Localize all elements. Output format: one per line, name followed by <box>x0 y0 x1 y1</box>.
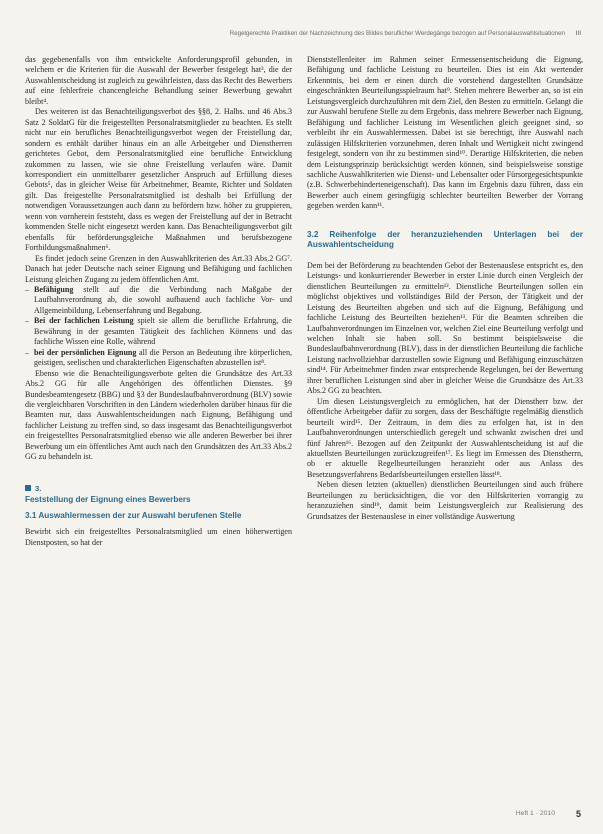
right-paragraph-4: Neben diesen letzten (aktuellen) dienstlichen Beurteilungen sind auch frühere Beurteilungen zu berücksichtigen, die vor den Hilfskriterien vorrangig zu heranzuziehen sind¹⁹, damit beim Leistungsvergleich zur Realisierung des Grundsatzes der Bestenauslese in einer vollständige Auswertung <box>307 480 583 521</box>
section-title: Feststellung der Eignung eines Bewerbers <box>25 494 191 504</box>
left-paragraph-3: Es findet jedoch seine Grenzen in den Auswahlkriterien des Art.33 Abs.2 GG⁷. Danach hat jeder Deutsche nach seiner Eignung und Befähigung und fachlichen Leistung gleichen Zugang zu jedem öffentlichen Amt. <box>25 253 292 284</box>
running-title: Regelgerechte Praktiken der Nachzeichnung des Bildes beruflicher Werdegänge bezogen auf Personalauswahlsituationen <box>229 30 565 37</box>
list-item: – Befähigung stellt auf die die Verbindung nach Maßgabe der Laufbahnverordnung ab, die sowohl aufbauend auch fachliche Vor- und Allgemeinbildung, Lebenserfahrung und Begabung. <box>25 284 292 315</box>
list-item: – Bei der fachlichen Leistung spielt sie allem die berufliche Erfahrung, die Bewährung in der gesamten Tätigkeit des fachlichen Könnens und das fachliche Wissen eine Rolle, während <box>25 316 292 347</box>
right-paragraph-1: Dienststellenleiter im Rahmen seiner Ermessensentscheidung die Eignung, Befähigung und fachliche Leistung zu beurteilen. Dies ist ein Akt wertender Erkenntnis, bei dem er einen durch die vorstehend dargestellten Grundsätze eingeschränkten Beurteilungsspielraum hat⁹. Stehen mehrere Bewerber an, so ist ein Leistungsvergleich durchzuführen mit dem Ziel, den Besten zu ermitteln. Gelangt die zur Auswahl berufene Stelle zu dem Ergebnis, dass mehrere Bewerber nach Eignung, Befähigung und fachlicher Leistung im Wesentlichen gleich geeignet sind, so verbleibt ihr ein Auswahlermessen. Dabei ist sie berechtigt, ihre Auswahl nach zulässigen Hilfskriterien vorzunehmen, deren Inhalt und Wertigkeit nicht zwingend festgelegt, sondern von ihr zu bestimmen sind¹⁰. Derartige Hilfskriterien, die neben dem Leistungsprinzip berücksichtigt werden können, sind beispielsweise sonstige sachliche Auswahlkriterien wie Dienst- und Lebensalter oder Fürsorgegesichtspunkte (z.B. Schwerbehinderteneigenschaft). Das kann im Ergebnis dazu führen, dass ein Bewerber auch einem geringfügig schlechter beurteilten Bewerber der Vorrang gegeben werden kann¹¹. <box>307 55 583 211</box>
criteria-list <box>25 285 292 369</box>
right-paragraph-2: Dem bei der Beförderung zu beachtenden Gebot der Bestenauslese entspricht es, den Leistungs- und konkurrierender Bewerber in erster Linie durch einen Vergleich der dienstlichen Beurteilungen zu ermitteln¹². Dienstliche Beurteilungen sollen ein möglichst objektives und vollständiges Bild der Person, der Tätigkeit und der Leistung des Beurteilten abgeben und sich auf die Eignung, Befähigung und fachliche Leistung des Beurteilten beziehen¹³. Für die Beamten schreiben die Laufbahnverordnungen im Einzelnen vor, welchen Ziel eine Beurteilung verfolgt und welchen Inhalt sie haben soll. So bestimmt beispielsweise die Bundeslaufbahnverordnung (BLV), dass in der dienstlichen Beurteilung die fachliche Leistung nachvollziehbar darzustellen sowie Eignung und Befähigung einzuschätzen sind¹⁴. Für Arbeitnehmer finden zwar entsprechende Regelungen, bei der Bewertung ihrer beruflichen Leistungen sind aber in gleicher Weise die Grundsätze des Art.33 Abs.2 GG zu beachten. <box>307 260 583 396</box>
left-paragraph-2: Des weiteren ist das Benachteiligungsverbot des §§8, 2. Halbs. und 46 Abs.3 Satz 2 SoldatG für die freigestellten Personalratsmitglieder zu beachten. Es stellt nicht nur ein berufliches Benachteiligungsverbot wegen der Freistellung dar, sondern es enthält darüber hinaus ein an alle Arbeitgeber und Dienstherren gerichtetes Gebot, dem Personalratsmitglied eine berufliche Entwicklung zukommen zu lassen, wie sie ohne Freistellung verlaufen wäre. Damit korrespondiert ein unmittelbarer gesetzlicher Anspruch auf Erfüllung dieses Gebots⁵, das in gleicher Weise für Arbeitnehmer, Beamte, Richter und Soldaten gilt. Das freigestellte Personalratsmitglied ist deshalb bei Erfüllung der notwendigen Voraussetzungen auch dann zu befördern bzw. höher zu gruppieren, wenn von vornherein feststeht, dass es wegen der Freistellung auf der in Betracht kommenden Stelle nicht eingesetzt werden kann. Das Benachteiligungsverbot gilt ebenfalls für beförderungsgleiche Maßnahmen und berufsbezogene Fortbildungsmaßnahmen⁶. <box>25 107 292 253</box>
header-page-number: III <box>575 30 581 37</box>
list-item: – bei der persönlichen Eignung all die Person an Bedeutung ihre körperlichen, geistigen, seelischen und charakterlichen Eigenschaften abzustellen ist⁸. <box>25 347 292 368</box>
list-item-term: bei der persönlichen Eignung <box>34 347 137 357</box>
list-item-term: Befähigung <box>34 284 74 294</box>
subsection-title-3-2: 3.2 Reihenfolge der heranzuziehenden Unterlagen bei der Auswahlentscheidung <box>307 229 583 250</box>
left-paragraph-1: das gegebenenfalls von ihm entwickelte Anforderungsprofil gebunden, in welchem er die Kriterien für die Auswahl der Bewerber festgelegt hat³, die der Auswahlentscheidung ist zugleich zu gewährleisten, dass das Recht des Bewerbers auf eine fehlerfreie chancengleiche Behandlung seiner Bewerbung gewahrt bleibt⁴. <box>25 55 292 106</box>
page-header <box>0 0 603 44</box>
list-item-text: spielt sie allem die berufliche Erfahrung, die Bewährung in der gesamten Tätigkeit des fachlichen Könnens und das fachliche Wissen eine Rolle, während <box>34 316 292 347</box>
list-item-term: Bei der fachlichen Leistung <box>34 316 134 326</box>
right-paragraph-3: Um diesen Leistungsvergleich zu ermöglichen, hat der Dienstherr bzw. der öffentliche Arbeitgeber dafür zu sorgen, dass der Beschäftigte regelmäßig dienstlich beurteilt wird¹⁵. Der Zeitraum, in dem dies zu erfolgen hat, ist in den Laufbahnverordnungen unterschiedlich geregelt und schwankt zwischen drei und fünf Jahren¹⁶. Bezogen auf den Zeitpunkt der Auswahlentscheidung ist auf die aktuellsten Beurteilungen zurückzugreifen¹⁷. Es liegt im Ermessen des Dienstherrn, ob er aktuelle Regelbeurteilungen heranzieht oder aus Anlass des Besetzungsverfahrens Bedarfsbeurteilungen erstellen lässt¹⁸. <box>307 396 583 479</box>
list-item-text: stellt auf die die Verbindung nach Maßgabe der Laufbahnverordnung ab, die sowohl aufbauend auch fachliche Vor- und Allgemeinbildung, Lebenserfahrung und Begabung. <box>34 284 292 315</box>
left-column <box>25 55 292 548</box>
left-paragraph-5: Bewirbt sich ein freigestelltes Personalratsmitglied um einen höherwertigen Dienstposten, so hat der <box>25 527 292 547</box>
subsection-title-3-1: 3.1 Auswahlermessen der zur Auswahl berufenen Stelle <box>25 510 242 520</box>
left-paragraph-4: Ebenso wie die Benachteiligungsverbote gelten die Grundsätze des Art.33 Abs.2 GG für alle Angehörigen des öffentlichen Dienstes. §9 Bundesbeamtengesetz (BBG) und §3 der Bundeslaufbahnverordnung (BLV) sowie die vergleichbaren Vorschriften in den Ländern wiederholen darüber hinaus für die Beamten nur, dass Auswahlentscheidungen nach Eignung, Befähigung und fachlicher Leistung zu treffen sind, so dass insgesamt das Benachteiligungsverbot ein freigestelltes Personalratsmitglied ebenso wie alle anderen Bewerber bei ihrer Bewerbung um ein öffentliches Amt auch nach den Grundsätzen des Art.33 Abs.2 GG zu behandeln ist. <box>25 368 292 462</box>
section-number: 3. <box>25 483 292 494</box>
list-item-text: all die Person an Bedeutung ihre körperlichen, geistigen, seelischen und charakterlichen Eigenschaften abzustellen ist⁸. <box>34 347 292 368</box>
issue-label: Heft 1 · 2010 <box>515 810 555 817</box>
page-number: 5 <box>575 809 581 819</box>
section-marker-icon <box>25 485 31 491</box>
right-column <box>307 55 583 522</box>
